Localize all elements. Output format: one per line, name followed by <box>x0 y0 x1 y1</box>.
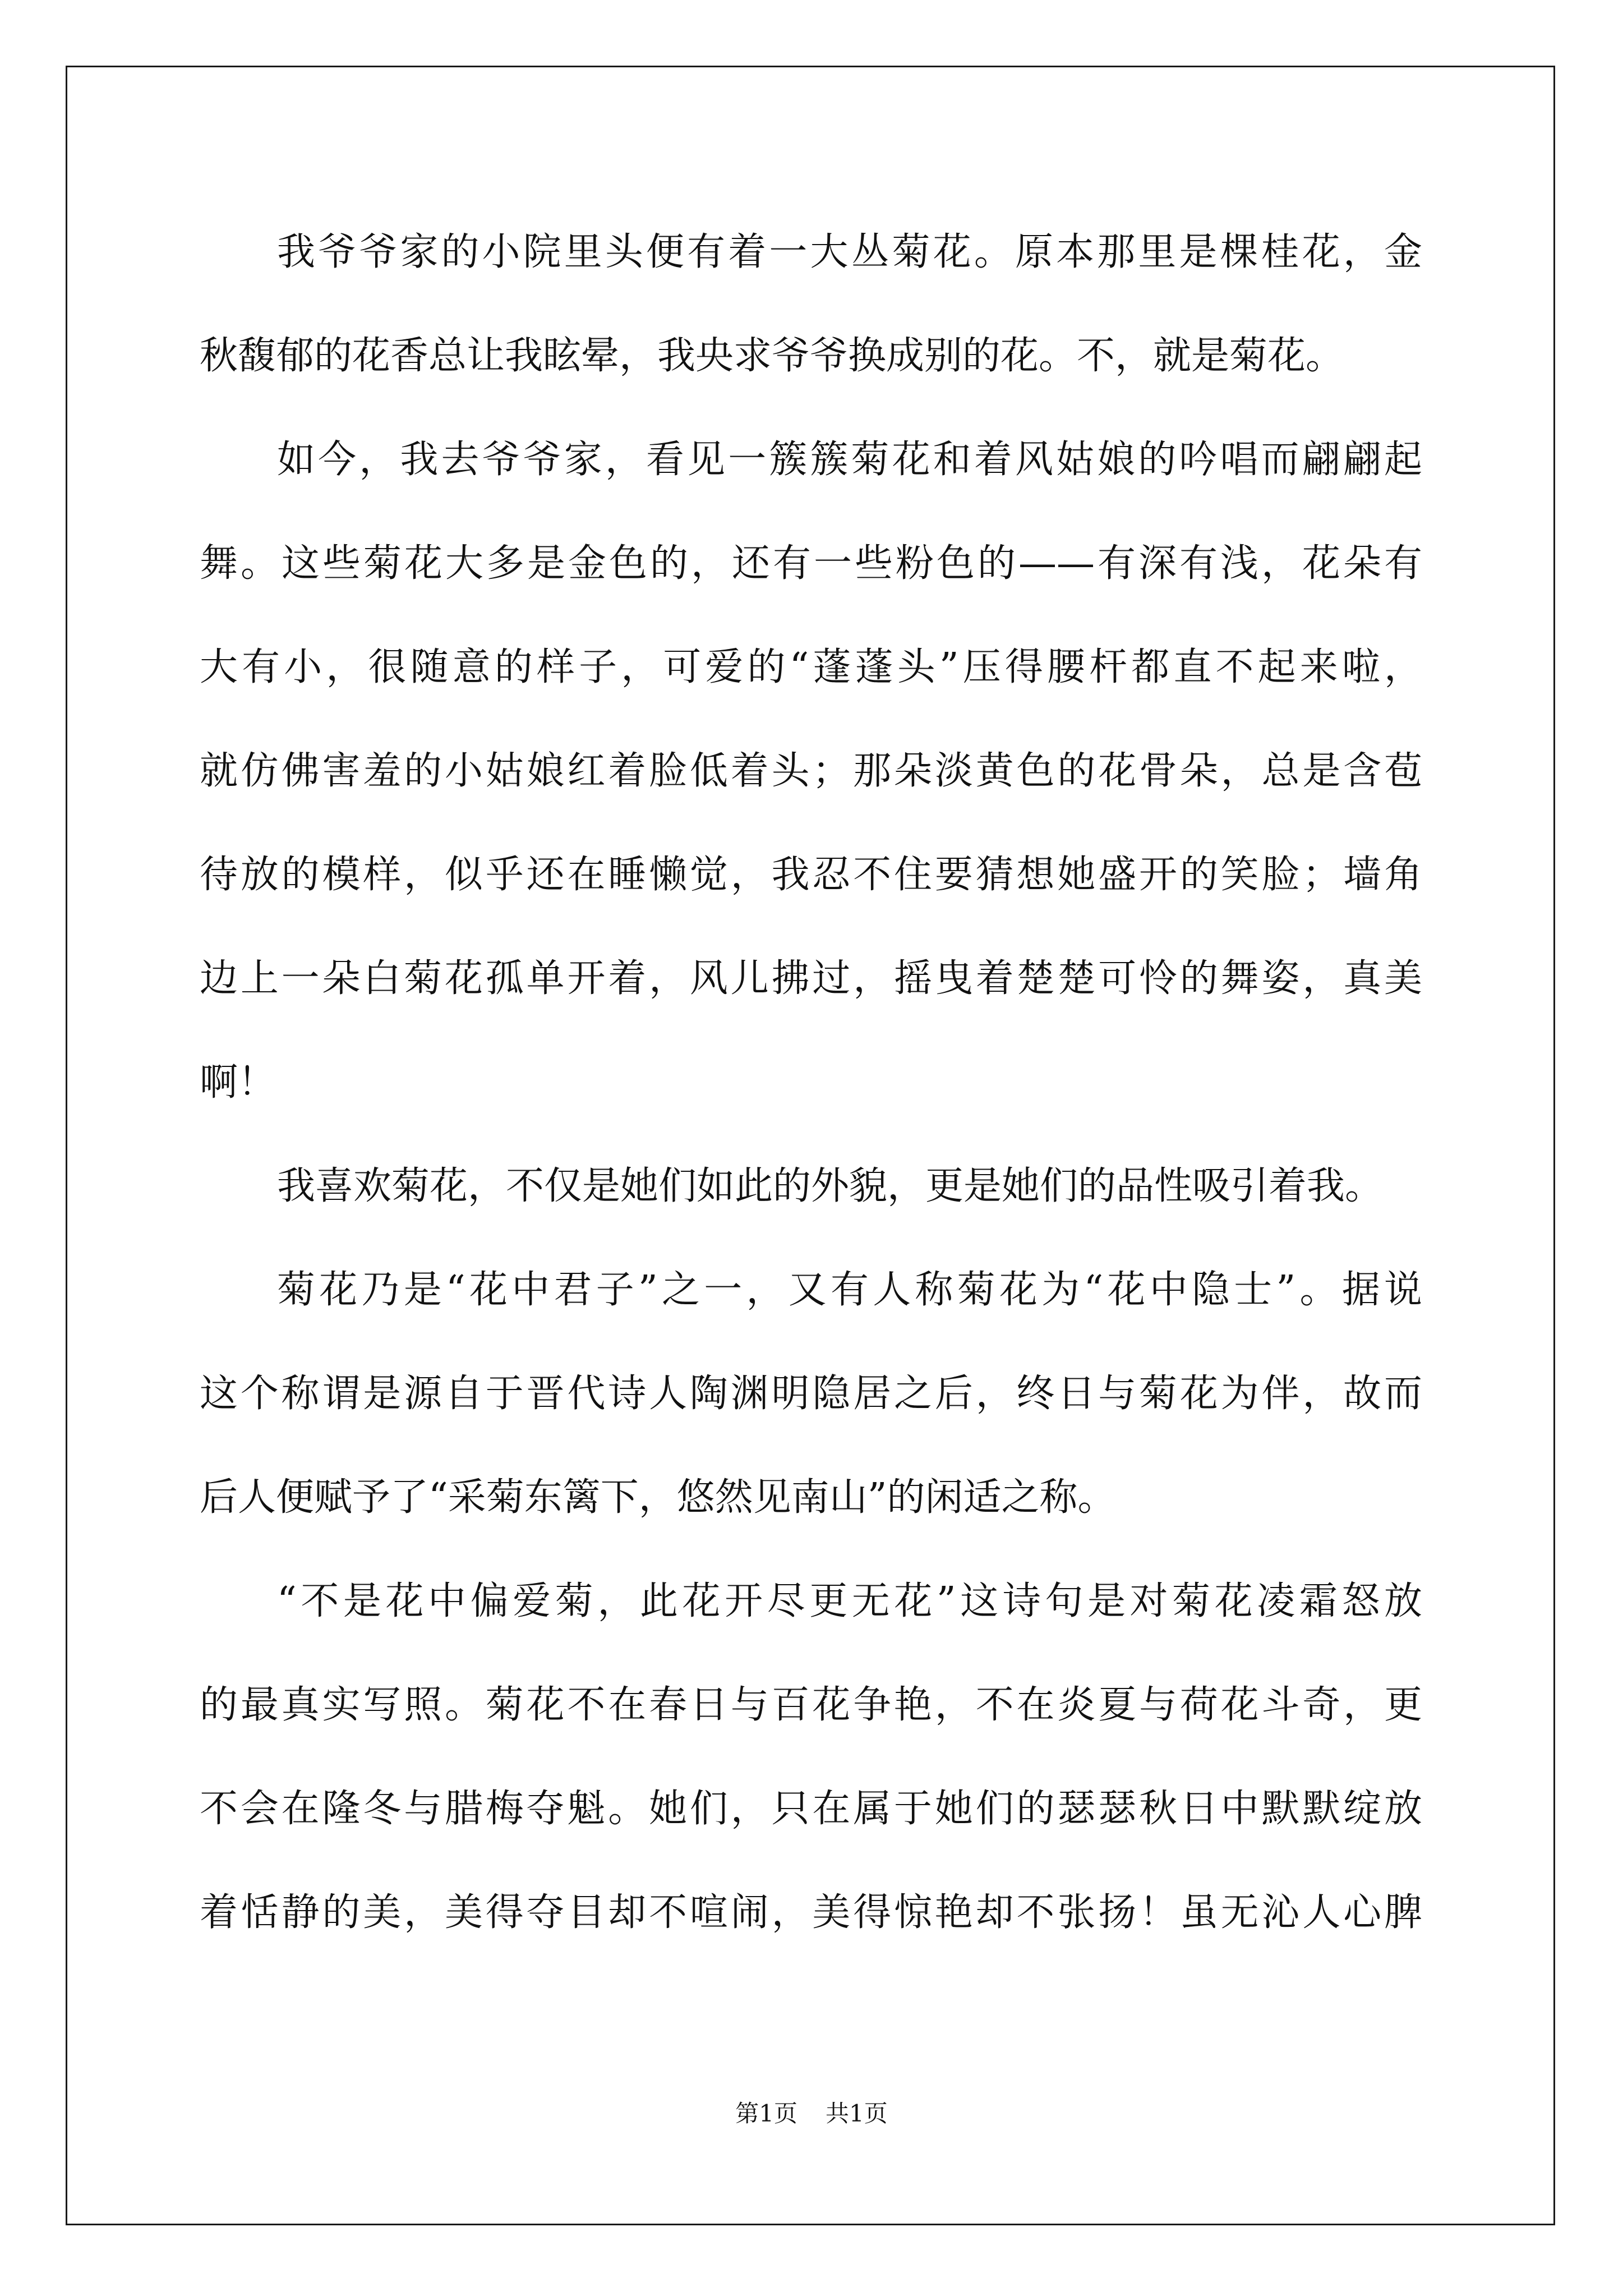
text-line: 着恬静的美，美得夺目却不喧闹，美得惊艳却不张扬！虽无沁人心脾 <box>200 1890 1422 1935</box>
text-line: 的最真实写照。菊花不在春日与百花争艳，不在炎夏与荷花斗奇，更 <box>200 1683 1422 1727</box>
text-line: 后人便赋予了“采菊东篱下，悠然见南山”的闲适之称。 <box>200 1475 1116 1520</box>
text-line: 舞。这些菊花大多是金色的，还有一些粉色的——有深有浅，花朵有 <box>200 541 1422 586</box>
text-line: “不是花中偏爱菊，此花开尽更无花”这诗句是对菊花凌霜怒放 <box>277 1579 1422 1623</box>
text-line: 啊！ <box>200 1060 276 1105</box>
text-line: 我爷爷家的小院里头便有着一大丛菊花。原本那里是棵桂花，金 <box>277 230 1422 274</box>
text-line: 我喜欢菊花，不仅是她们如此的外貌，更是她们的品性吸引着我。 <box>277 1164 1384 1208</box>
text-line: 菊花乃是“花中君子”之一，又有人称菊花为“花中隐士”。据说 <box>277 1268 1422 1312</box>
text-line: 秋馥郁的花香总让我眩晕，我央求爷爷换成别的花。不，就是菊花。 <box>200 334 1344 378</box>
text-line: 这个称谓是源自于晋代诗人陶渊明隐居之后，终日与菊花为伴，故而 <box>200 1372 1422 1416</box>
text-line: 边上一朵白菊花孤单开着，风儿拂过，摇曳着楚楚可怜的舞姿，真美 <box>200 956 1422 1001</box>
text-line: 不会在隆冬与腊梅夺魁。她们，只在属于她们的瑟瑟秋日中默默绽放 <box>200 1787 1422 1831</box>
text-line: 如今，我去爷爷家，看见一簇簇菊花和着风姑娘的吟唱而翩翩起 <box>277 438 1422 482</box>
page-number-total: 共1页 <box>826 2100 888 2127</box>
document-body <box>200 219 1422 1983</box>
text-line: 待放的模样，似乎还在睡懒觉，我忍不住要猜想她盛开的笑脸；墙角 <box>200 853 1422 897</box>
text-line: 就仿佛害羞的小姑娘红着脸低着头；那朵淡黄色的花骨朵，总是含苞 <box>200 749 1422 793</box>
page-footer <box>0 2097 1623 2131</box>
page-number-current: 第1页 <box>735 2100 797 2127</box>
text-line: 大有小，很随意的样子，可爱的“蓬蓬头”压得腰杆都直不起来啦， <box>200 645 1422 689</box>
